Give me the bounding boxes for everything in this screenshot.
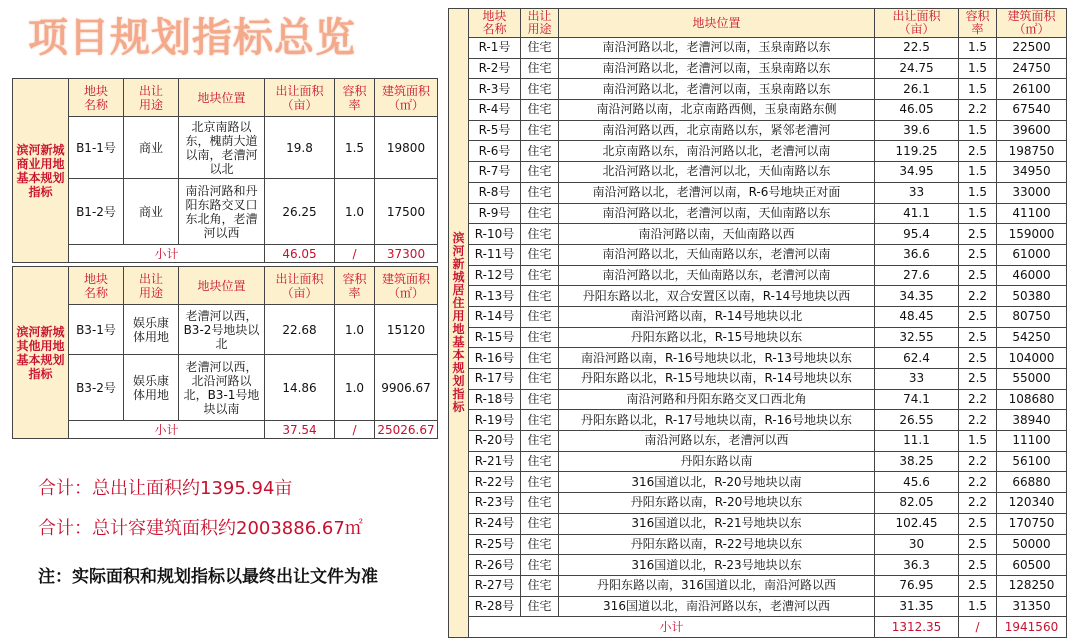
- plot-name: R-13号: [469, 286, 521, 307]
- plot-name: R-1号: [469, 38, 521, 59]
- plot-gfa: 55000: [997, 369, 1067, 390]
- land-use: 商业: [124, 179, 179, 245]
- plot-name: B1-1号: [69, 117, 124, 179]
- plot-location: 丹阳东路以南，R-20号地块以东: [559, 493, 875, 514]
- plot-area: 14.86: [265, 355, 335, 421]
- header-area: 出让面积 （亩）: [875, 9, 959, 38]
- subtotal-gfa: 37300: [375, 245, 438, 263]
- land-use: 住宅: [521, 286, 559, 307]
- plot-gfa: 54250: [997, 327, 1067, 348]
- table-row: [449, 79, 1067, 100]
- land-use: 住宅: [521, 369, 559, 390]
- plot-area: 76.95: [875, 575, 959, 596]
- land-use: 娱乐康体用地: [124, 305, 179, 355]
- plot-far: 2.5: [959, 513, 997, 534]
- subtotal-row: [13, 421, 438, 439]
- plot-gfa: 11100: [997, 431, 1067, 452]
- land-use: 住宅: [521, 431, 559, 452]
- plot-location: 南沿河路以南，北京南路西侧，玉泉南路东侧: [559, 100, 875, 121]
- plot-gfa: 9906.67: [375, 355, 438, 421]
- commercial-side-label: 滨河新城商业用地基本规划指标: [13, 79, 69, 263]
- land-use: 住宅: [521, 348, 559, 369]
- plot-name: R-25号: [469, 534, 521, 555]
- header-plot: [69, 79, 124, 117]
- subtotal-gfa: 25026.67: [375, 421, 438, 439]
- subtotal-far: /: [335, 421, 375, 439]
- land-use: 住宅: [521, 472, 559, 493]
- plot-location: 南沿河路以南，R-16号地块以北，R-13号地块以东: [559, 348, 875, 369]
- other-land-table: [12, 266, 438, 439]
- plot-area: 102.45: [875, 513, 959, 534]
- plot-name: R-24号: [469, 513, 521, 534]
- table-row: [449, 306, 1067, 327]
- plot-name: R-3号: [469, 79, 521, 100]
- plot-location: 南沿河路以北，老漕河以南，R-6号地块正对面: [559, 182, 875, 203]
- plot-area: 26.1: [875, 79, 959, 100]
- plot-name: R-7号: [469, 162, 521, 183]
- subtotal-label: 小计: [69, 245, 265, 263]
- plot-area: 46.05: [875, 100, 959, 121]
- header-gfa: 建筑面积 （㎡）: [375, 267, 438, 305]
- plot-area: 41.1: [875, 203, 959, 224]
- plot-location: 北京南路以东，南沿河路以北，老漕河以南: [559, 141, 875, 162]
- header-location: 地块位置: [179, 267, 265, 305]
- land-use: 住宅: [521, 120, 559, 141]
- table-row: [449, 493, 1067, 514]
- plot-name: R-12号: [469, 265, 521, 286]
- plot-name: R-5号: [469, 120, 521, 141]
- plot-location: 北京南路以东，槐荫大道以南，老漕河以北: [179, 117, 265, 179]
- plot-name: R-28号: [469, 596, 521, 617]
- plot-gfa: 128250: [997, 575, 1067, 596]
- plot-far: 1.5: [959, 182, 997, 203]
- table-row: [449, 431, 1067, 452]
- plot-location: 南沿河路和丹阳东路交叉口西北角: [559, 389, 875, 410]
- header-use: 出让 用途: [124, 79, 179, 117]
- plot-far: 1.0: [335, 305, 375, 355]
- plot-far: 1.0: [335, 355, 375, 421]
- plot-location: 丹阳东路以北，R-17号地块以南，R-16号地块以东: [559, 410, 875, 431]
- plot-area: 19.8: [265, 117, 335, 179]
- plot-name: B1-2号: [69, 179, 124, 245]
- plot-name: R-23号: [469, 493, 521, 514]
- plot-gfa: 50000: [997, 534, 1067, 555]
- plot-name: R-19号: [469, 410, 521, 431]
- subtotal-area: 46.05: [265, 245, 335, 263]
- plot-name: R-8号: [469, 182, 521, 203]
- plot-name: R-14号: [469, 306, 521, 327]
- land-use: 住宅: [521, 555, 559, 576]
- subtotal-row: [13, 245, 438, 263]
- table-row: [449, 162, 1067, 183]
- subtotal-far: /: [959, 617, 997, 638]
- side-label-char: 标: [452, 399, 465, 414]
- table-row: [449, 120, 1067, 141]
- header-use: 出让 用途: [124, 267, 179, 305]
- plot-location: 南沿河路以南，R-14号地块以北: [559, 306, 875, 327]
- plot-gfa: 22500: [997, 38, 1067, 59]
- land-use: 住宅: [521, 100, 559, 121]
- plot-location: 316国道以北，南沿河路以东，老漕河以西: [559, 596, 875, 617]
- plot-far: 1.5: [959, 38, 997, 59]
- plot-location: 316国道以北，R-20号地块以南: [559, 472, 875, 493]
- table-row: [449, 472, 1067, 493]
- table-row: [449, 58, 1067, 79]
- plot-location: 南沿河路和丹阳东路交叉口东北角，老漕河以西: [179, 179, 265, 245]
- plot-far: 2.5: [959, 306, 997, 327]
- side-label-char: 居: [452, 282, 465, 297]
- plot-area: 31.35: [875, 596, 959, 617]
- plot-location: 南沿河路以北，老漕河以南，玉泉南路以东: [559, 58, 875, 79]
- side-label-char: 滨: [452, 230, 465, 245]
- table-row: [449, 286, 1067, 307]
- plot-location: 316国道以北，R-21号地块以东: [559, 513, 875, 534]
- table-row: [449, 369, 1067, 390]
- plot-far: 2.5: [959, 244, 997, 265]
- header-use: 出让 用途: [521, 9, 559, 38]
- plot-area: 22.5: [875, 38, 959, 59]
- side-label-char: 河: [452, 243, 465, 258]
- plot-gfa: 170750: [997, 513, 1067, 534]
- plot-location: 丹阳东路以北，双合安置区以南，R-14号地块以西: [559, 286, 875, 307]
- plot-far: 1.5: [335, 117, 375, 179]
- land-use: 住宅: [521, 410, 559, 431]
- table-row: [449, 596, 1067, 617]
- side-label-char: 划: [452, 373, 465, 388]
- land-use: 住宅: [521, 58, 559, 79]
- plot-gfa: 33000: [997, 182, 1067, 203]
- table-row: [449, 38, 1067, 59]
- plot-area: 27.6: [875, 265, 959, 286]
- plot-far: 2.5: [959, 265, 997, 286]
- residential-land-table: [448, 8, 1067, 638]
- header-plot-text: 地块: [83, 83, 108, 98]
- plot-gfa: 34950: [997, 162, 1067, 183]
- plot-far: 2.2: [959, 100, 997, 121]
- header-gfa: 建筑面积 （㎡）: [375, 79, 438, 117]
- plot-far: 2.5: [959, 575, 997, 596]
- table-row: [449, 141, 1067, 162]
- plot-far: 1.5: [959, 203, 997, 224]
- commercial-land-table: [12, 78, 438, 263]
- plot-gfa: 17500: [375, 179, 438, 245]
- table-row: [449, 534, 1067, 555]
- plot-far: 2.2: [959, 286, 997, 307]
- plot-location: 南沿河路以东，老漕河以西: [559, 431, 875, 452]
- residential-side-label: [449, 9, 469, 638]
- table-row: [449, 182, 1067, 203]
- side-label-char: 住: [452, 295, 465, 310]
- land-use: 住宅: [521, 451, 559, 472]
- header-plot: 地块 名称: [69, 267, 124, 305]
- subtotal-area: 1312.35: [875, 617, 959, 638]
- land-use: 住宅: [521, 244, 559, 265]
- plot-gfa: 46000: [997, 265, 1067, 286]
- table-row: [13, 179, 438, 245]
- plot-gfa: 41100: [997, 203, 1067, 224]
- plot-name: R-17号: [469, 369, 521, 390]
- land-use: 住宅: [521, 513, 559, 534]
- side-label-char: 基: [452, 334, 465, 349]
- table-row: [449, 555, 1067, 576]
- plot-area: 33: [875, 369, 959, 390]
- plot-area: 30: [875, 534, 959, 555]
- plot-name: R-6号: [469, 141, 521, 162]
- plot-gfa: 66880: [997, 472, 1067, 493]
- plot-far: 2.2: [959, 451, 997, 472]
- plot-gfa: 104000: [997, 348, 1067, 369]
- plot-far: 2.2: [959, 410, 997, 431]
- plot-area: 24.75: [875, 58, 959, 79]
- plot-gfa: 56100: [997, 451, 1067, 472]
- plot-name: R-26号: [469, 555, 521, 576]
- plot-gfa: 67540: [997, 100, 1067, 121]
- side-label-char: 本: [452, 347, 465, 362]
- plot-area: 82.05: [875, 493, 959, 514]
- plot-location: 南沿河路以北，老漕河以南，玉泉南路以东: [559, 79, 875, 100]
- table-row: [449, 203, 1067, 224]
- plot-far: 2.2: [959, 472, 997, 493]
- side-label-char: 规: [452, 360, 465, 375]
- plot-area: 11.1: [875, 431, 959, 452]
- plot-far: 2.5: [959, 348, 997, 369]
- plot-gfa: 60500: [997, 555, 1067, 576]
- plot-gfa: 38940: [997, 410, 1067, 431]
- table-row: [449, 265, 1067, 286]
- plot-gfa: 198750: [997, 141, 1067, 162]
- land-use: 住宅: [521, 575, 559, 596]
- land-use: 住宅: [521, 182, 559, 203]
- table-row: [449, 389, 1067, 410]
- plot-location: 南沿河路以北，老漕河以南，玉泉南路以东: [559, 38, 875, 59]
- plot-gfa: 120340: [997, 493, 1067, 514]
- plot-location: 丹阳东路以南，316国道以北，南沿河路以西: [559, 575, 875, 596]
- subtotal-area: 37.54: [265, 421, 335, 439]
- plot-name: B3-1号: [69, 305, 124, 355]
- plot-gfa: 61000: [997, 244, 1067, 265]
- plot-area: 36.6: [875, 244, 959, 265]
- plot-location: 南沿河路以北，天仙南路以东，老漕河以南: [559, 265, 875, 286]
- land-use: 住宅: [521, 79, 559, 100]
- table-row: [449, 348, 1067, 369]
- plot-name: R-20号: [469, 431, 521, 452]
- land-use: 娱乐康体用地: [124, 355, 179, 421]
- land-use: 住宅: [521, 162, 559, 183]
- plot-gfa: 39600: [997, 120, 1067, 141]
- plot-far: 1.5: [959, 120, 997, 141]
- side-label-char: 城: [452, 269, 465, 284]
- plot-name: R-16号: [469, 348, 521, 369]
- header-area: 出让面积 （亩）: [265, 267, 335, 305]
- plot-area: 34.35: [875, 286, 959, 307]
- plot-far: 2.2: [959, 493, 997, 514]
- plot-gfa: 19800: [375, 117, 438, 179]
- plot-far: 2.5: [959, 534, 997, 555]
- plot-name: R-2号: [469, 58, 521, 79]
- plot-location: 老漕河以西，北沿河路以北，B3-1号地块以南: [179, 355, 265, 421]
- subtotal-label: 小计: [69, 421, 265, 439]
- plot-far: 1.0: [335, 179, 375, 245]
- plot-name: R-4号: [469, 100, 521, 121]
- plot-area: 74.1: [875, 389, 959, 410]
- header-location: 地块位置: [179, 79, 265, 117]
- table-row: [449, 410, 1067, 431]
- plot-name: B3-2号: [69, 355, 124, 421]
- page-title: 项目规划指标总览: [28, 15, 356, 61]
- header-far: 容积 率: [959, 9, 997, 38]
- table-row: [13, 355, 438, 421]
- plot-area: 38.25: [875, 451, 959, 472]
- plot-location: 南沿河路以南，天仙南路以西: [559, 224, 875, 245]
- table-row: [13, 305, 438, 355]
- plot-name: R-15号: [469, 327, 521, 348]
- header-plot: 地块 名称: [469, 9, 521, 38]
- plot-area: 36.3: [875, 555, 959, 576]
- plot-name: R-27号: [469, 575, 521, 596]
- plot-area: 33: [875, 182, 959, 203]
- plot-location: 丹阳东路以北，R-15号地块以东: [559, 327, 875, 348]
- subtotal-row: [449, 617, 1067, 638]
- plot-gfa: 15120: [375, 305, 438, 355]
- plot-area: 22.68: [265, 305, 335, 355]
- header-plot-text-2: 名称: [83, 97, 108, 112]
- plot-gfa: 50380: [997, 286, 1067, 307]
- table-row: [13, 117, 438, 179]
- plot-area: 39.6: [875, 120, 959, 141]
- table-row: [449, 575, 1067, 596]
- subtotal-gfa: 1941560: [997, 617, 1067, 638]
- plot-gfa: 31350: [997, 596, 1067, 617]
- plot-location: 316国道以北，R-23号地块以东: [559, 555, 875, 576]
- plot-far: 2.5: [959, 555, 997, 576]
- plot-gfa: 24750: [997, 58, 1067, 79]
- side-label-char: 用: [452, 308, 465, 323]
- plot-gfa: 80750: [997, 306, 1067, 327]
- plot-area: 95.4: [875, 224, 959, 245]
- land-use: 住宅: [521, 141, 559, 162]
- plot-far: 1.5: [959, 431, 997, 452]
- plot-area: 34.95: [875, 162, 959, 183]
- plot-area: 32.55: [875, 327, 959, 348]
- plot-area: 26.55: [875, 410, 959, 431]
- side-label-char: 指: [452, 386, 465, 401]
- land-use: 住宅: [521, 306, 559, 327]
- subtotal-label: 小计: [469, 617, 875, 638]
- total-area-text: 合计：总出让面积约1395.94亩: [38, 478, 293, 499]
- plot-name: R-11号: [469, 244, 521, 265]
- plot-far: 2.5: [959, 327, 997, 348]
- disclaimer-note: 注：实际面积和规划指标以最终出让文件为准: [38, 567, 378, 587]
- table-row: [449, 327, 1067, 348]
- plot-far: 1.5: [959, 162, 997, 183]
- header-far: 容积 率: [335, 79, 375, 117]
- plot-far: 1.5: [959, 79, 997, 100]
- subtotal-far: /: [335, 245, 375, 263]
- plot-location: 老漕河以西，B3-2号地块以北: [179, 305, 265, 355]
- plot-area: 26.25: [265, 179, 335, 245]
- table-row: [449, 451, 1067, 472]
- land-use: 住宅: [521, 596, 559, 617]
- land-use: 住宅: [521, 203, 559, 224]
- table-row: [449, 100, 1067, 121]
- plot-location: 丹阳东路以北，R-15号地块以南，R-14号地块以东: [559, 369, 875, 390]
- header-location: 地块位置: [559, 9, 875, 38]
- land-use: 住宅: [521, 265, 559, 286]
- plot-location: 北沿河路以北，老漕河以北，天仙南路以东: [559, 162, 875, 183]
- plot-far: 1.5: [959, 596, 997, 617]
- plot-far: 2.5: [959, 141, 997, 162]
- land-use: 住宅: [521, 224, 559, 245]
- plot-area: 48.45: [875, 306, 959, 327]
- side-label-char: 地: [452, 321, 465, 336]
- plot-area: 45.6: [875, 472, 959, 493]
- land-use: 住宅: [521, 327, 559, 348]
- plot-far: 2.5: [959, 224, 997, 245]
- land-use: 住宅: [521, 389, 559, 410]
- plot-name: R-21号: [469, 451, 521, 472]
- plot-name: R-18号: [469, 389, 521, 410]
- plot-far: 2.2: [959, 389, 997, 410]
- plot-location: 南沿河路以北，天仙南路以东，老漕河以南: [559, 244, 875, 265]
- plot-area: 119.25: [875, 141, 959, 162]
- plot-location: 南沿河路以西，北京南路以东，紧邻老漕河: [559, 120, 875, 141]
- header-area: 出让面积 （亩）: [265, 79, 335, 117]
- plot-gfa: 108680: [997, 389, 1067, 410]
- plot-name: R-9号: [469, 203, 521, 224]
- other-side-label: 滨河新城其他用地基本规划指标: [13, 267, 69, 439]
- plot-location: 南沿河路以北，老漕河以南，天仙南路以东: [559, 203, 875, 224]
- table-row: [449, 513, 1067, 534]
- table-row: [449, 224, 1067, 245]
- plot-far: 1.5: [959, 58, 997, 79]
- plot-location: 丹阳东路以南，R-22号地块以东: [559, 534, 875, 555]
- land-use: 住宅: [521, 38, 559, 59]
- plot-far: 2.5: [959, 369, 997, 390]
- plot-gfa: 26100: [997, 79, 1067, 100]
- plot-location: 丹阳东路以南: [559, 451, 875, 472]
- header-gfa: 建筑面积 （㎡）: [997, 9, 1067, 38]
- plot-area: 62.4: [875, 348, 959, 369]
- plot-gfa: 159000: [997, 224, 1067, 245]
- land-use: 住宅: [521, 534, 559, 555]
- header-far: 容积 率: [335, 267, 375, 305]
- table-row: [449, 244, 1067, 265]
- total-gfa-text: 合计：总计容建筑面积约2003886.67㎡: [38, 518, 363, 539]
- plot-name: R-22号: [469, 472, 521, 493]
- land-use: 商业: [124, 117, 179, 179]
- land-use: 住宅: [521, 493, 559, 514]
- plot-name: R-10号: [469, 224, 521, 245]
- side-label-char: 新: [452, 256, 465, 271]
